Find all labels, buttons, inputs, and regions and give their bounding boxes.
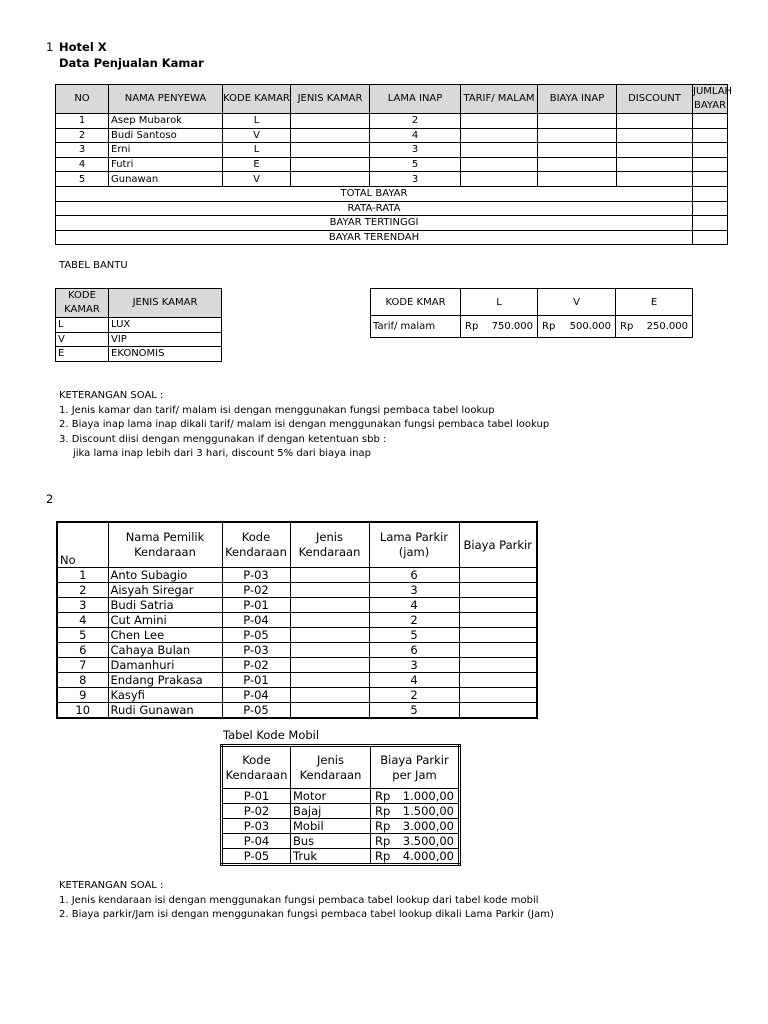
cell-lama: 6 bbox=[369, 568, 459, 583]
table-row bbox=[222, 849, 460, 865]
table-row bbox=[56, 172, 728, 187]
cell-nama: Cut Amini bbox=[108, 613, 222, 628]
cell-empty bbox=[693, 216, 728, 231]
keterangan-item: jika lama inap lebih dari 3 hari, discount 5% dari biaya inap bbox=[73, 448, 371, 460]
cell-no: 1 bbox=[56, 114, 109, 129]
currency-label: Rp bbox=[375, 849, 391, 863]
cell-no: 10 bbox=[57, 703, 108, 719]
cell-empty bbox=[291, 128, 370, 143]
cell-empty bbox=[459, 583, 537, 598]
col-header-biaya-parkir: Biaya Parkir bbox=[459, 522, 537, 568]
table-row bbox=[57, 583, 537, 598]
cell-empty bbox=[693, 201, 728, 216]
currency-label: Rp bbox=[375, 834, 391, 848]
cell-kode: V bbox=[223, 128, 291, 143]
cell-kode: L bbox=[223, 143, 291, 158]
currency-label: Rp bbox=[375, 789, 391, 803]
keterangan-soal-1 bbox=[59, 389, 549, 462]
cell-empty bbox=[290, 703, 369, 719]
table-row bbox=[57, 658, 537, 673]
cell-empty bbox=[291, 143, 370, 158]
biaya-value: 1.000,00 bbox=[402, 789, 454, 803]
biaya-value: 4.000,00 bbox=[402, 849, 454, 863]
cell-empty bbox=[461, 157, 538, 172]
cell-empty bbox=[693, 172, 728, 187]
cell-lama: 3 bbox=[370, 143, 461, 158]
cell-kode: P-01 bbox=[222, 673, 290, 688]
cell-nama: Kasyfi bbox=[108, 688, 222, 703]
cell-empty bbox=[617, 128, 693, 143]
hotel-title: Hotel X bbox=[59, 40, 107, 54]
table-row bbox=[57, 613, 537, 628]
summary-label-total-bayar: TOTAL BAYAR bbox=[56, 186, 693, 201]
cell-empty bbox=[693, 128, 728, 143]
cell-jenis: Truk bbox=[291, 849, 371, 865]
cell-lama: 5 bbox=[370, 157, 461, 172]
col-header-kode-kamar: KODE KAMAR bbox=[56, 289, 109, 318]
keterangan-item: 1. Jenis kamar dan tarif/ malam isi dengan menggunakan fungsi pembaca tabel lookup bbox=[59, 404, 495, 416]
keterangan-title: KETERANGAN SOAL : bbox=[59, 880, 164, 891]
cell-lama: 3 bbox=[369, 583, 459, 598]
table-row bbox=[222, 819, 460, 834]
cell-empty bbox=[291, 172, 370, 187]
cell-empty bbox=[290, 658, 369, 673]
keterangan-title: KETERANGAN SOAL : bbox=[59, 390, 164, 401]
cell-kode: E bbox=[56, 347, 109, 362]
table-row bbox=[56, 128, 728, 143]
cell-no: 5 bbox=[56, 172, 109, 187]
cell-no: 8 bbox=[57, 673, 108, 688]
cell-empty bbox=[291, 114, 370, 129]
table-header-row bbox=[222, 746, 460, 789]
cell-nama: Asep Mubarok bbox=[109, 114, 223, 129]
cell-kode: V bbox=[56, 332, 109, 347]
cell-empty bbox=[617, 143, 693, 158]
cell-biaya bbox=[371, 819, 460, 834]
cell-biaya bbox=[371, 804, 460, 819]
tarif-code-e: E bbox=[616, 289, 693, 316]
col-header-jumlah-bayar: JUMLAH BAYAR bbox=[693, 85, 728, 114]
cell-nama: Futri bbox=[109, 157, 223, 172]
cell-lama: 2 bbox=[370, 114, 461, 129]
summary-label-bayar-terendah: BAYAR TERENDAH bbox=[56, 230, 693, 245]
cell-nama: Budi Santoso bbox=[109, 128, 223, 143]
col-header-biaya-per-jam: Biaya Parkir per Jam bbox=[371, 746, 460, 789]
cell-no: 3 bbox=[56, 143, 109, 158]
table-row bbox=[57, 643, 537, 658]
cell-lama: 6 bbox=[369, 643, 459, 658]
keterangan-item: 3. Discount diisi dengan menggunakan if dengan ketentuan sbb : bbox=[59, 433, 387, 445]
cell-nama: Rudi Gunawan bbox=[108, 703, 222, 719]
cell-nama: Gunawan bbox=[109, 172, 223, 187]
cell-no: 3 bbox=[57, 598, 108, 613]
cell-lama: 3 bbox=[370, 172, 461, 187]
table-row bbox=[371, 316, 693, 338]
cell-empty bbox=[459, 568, 537, 583]
cell-lama: 2 bbox=[369, 613, 459, 628]
cell-empty bbox=[461, 172, 538, 187]
cell-kode: P-03 bbox=[222, 568, 290, 583]
cell-no: 7 bbox=[57, 658, 108, 673]
cell-lama: 5 bbox=[369, 703, 459, 719]
cell-biaya bbox=[371, 834, 460, 849]
tarif-value: 750.000 bbox=[491, 321, 533, 332]
table-row bbox=[57, 598, 537, 613]
cell-no: 2 bbox=[57, 583, 108, 598]
cell-kode: P-02 bbox=[222, 658, 290, 673]
cell-lama: 4 bbox=[370, 128, 461, 143]
col-header-kode-kendaraan: Kode Kendaraan bbox=[222, 746, 291, 789]
kode-mobil-title: Tabel Kode Mobil bbox=[223, 728, 320, 742]
cell-jenis: EKONOMIS bbox=[109, 347, 222, 362]
col-header-no: NO bbox=[56, 85, 109, 114]
table-row bbox=[56, 347, 222, 362]
cell-kode: P-01 bbox=[222, 598, 290, 613]
keterangan-item: 1. Jenis kendaraan isi dengan menggunakan fungsi pembaca tabel lookup dari tabel kode mobil bbox=[59, 894, 539, 906]
cell-kode: P-04 bbox=[222, 834, 291, 849]
cell-kode: P-05 bbox=[222, 849, 291, 865]
cell-kode: L bbox=[223, 114, 291, 129]
cell-empty bbox=[617, 114, 693, 129]
section-number-2: 2 bbox=[46, 492, 54, 506]
tarif-code-l: L bbox=[461, 289, 538, 316]
cell-empty bbox=[538, 143, 617, 158]
cell-kode: P-03 bbox=[222, 643, 290, 658]
cell-empty bbox=[459, 628, 537, 643]
summary-row-max bbox=[56, 216, 728, 231]
currency-label: Rp bbox=[375, 819, 391, 833]
cell-no: 4 bbox=[57, 613, 108, 628]
col-header-tarif-malam: TARIF/ MALAM bbox=[461, 85, 538, 114]
parking-table bbox=[56, 521, 538, 719]
col-header-nama-penyewa: NAMA PENYEWA bbox=[109, 85, 223, 114]
tabel-bantu-label: TABEL BANTU bbox=[59, 260, 128, 271]
cell-lama: 5 bbox=[369, 628, 459, 643]
cell-empty bbox=[290, 673, 369, 688]
biaya-value: 3.000,00 bbox=[402, 819, 454, 833]
col-header-nama-pemilik: Nama Pemilik Kendaraan bbox=[108, 522, 222, 568]
cell-empty bbox=[459, 613, 537, 628]
keterangan-item: 2. Biaya inap lama inap dikali tarif/ malam isi dengan menggunakan fungsi pembaca tabel lookup bbox=[59, 419, 550, 431]
summary-label-bayar-tertinggi: BAYAR TERTINGGI bbox=[56, 216, 693, 231]
cell-empty bbox=[461, 128, 538, 143]
cell-empty bbox=[538, 128, 617, 143]
cell-empty bbox=[693, 230, 728, 245]
currency-label: Rp bbox=[465, 321, 479, 332]
cell-empty bbox=[459, 688, 537, 703]
col-header-kode-kendaraan: Kode Kendaraan bbox=[222, 522, 290, 568]
cell-lama: 3 bbox=[369, 658, 459, 673]
cell-jenis: Motor bbox=[291, 789, 371, 804]
table-row bbox=[222, 834, 460, 849]
cell-kode: P-05 bbox=[222, 703, 290, 719]
cell-nama: Aisyah Siregar bbox=[108, 583, 222, 598]
cell-nama: Erni bbox=[109, 143, 223, 158]
currency-label: Rp bbox=[542, 321, 556, 332]
table-row bbox=[57, 568, 537, 583]
biaya-value: 1.500,00 bbox=[402, 804, 454, 818]
cell-empty bbox=[290, 568, 369, 583]
biaya-value: 3.500,00 bbox=[402, 834, 454, 848]
cell-empty bbox=[538, 172, 617, 187]
cell-empty bbox=[290, 613, 369, 628]
cell-jenis: Bajaj bbox=[291, 804, 371, 819]
cell-no: 6 bbox=[57, 643, 108, 658]
cell-empty bbox=[461, 143, 538, 158]
col-header-no: No bbox=[57, 522, 108, 568]
summary-row-average bbox=[56, 201, 728, 216]
cell-empty bbox=[459, 703, 537, 719]
currency-label: Rp bbox=[375, 804, 391, 818]
tarif-value: 500.000 bbox=[569, 321, 611, 332]
keterangan-soal-2 bbox=[59, 879, 554, 923]
table-row bbox=[56, 114, 728, 129]
col-header-lama-inap: LAMA INAP bbox=[370, 85, 461, 114]
cell-biaya bbox=[371, 849, 460, 865]
table-row bbox=[56, 332, 222, 347]
cell-empty bbox=[693, 157, 728, 172]
table-row bbox=[56, 318, 222, 333]
tarif-value-cell bbox=[461, 316, 538, 338]
cell-nama: Chen Lee bbox=[108, 628, 222, 643]
cell-kode: P-04 bbox=[222, 688, 290, 703]
cell-kode: P-03 bbox=[222, 819, 291, 834]
cell-empty bbox=[693, 186, 728, 201]
table-header-row bbox=[56, 289, 222, 318]
cell-empty bbox=[459, 673, 537, 688]
cell-jenis: VIP bbox=[109, 332, 222, 347]
currency-label: Rp bbox=[620, 321, 634, 332]
cell-empty bbox=[290, 628, 369, 643]
table-row bbox=[56, 157, 728, 172]
table-row bbox=[222, 804, 460, 819]
col-header-jenis-kamar: JENIS KAMAR bbox=[291, 85, 370, 114]
cell-empty bbox=[459, 643, 537, 658]
cell-biaya bbox=[371, 789, 460, 804]
cell-kode: P-02 bbox=[222, 804, 291, 819]
cell-jenis: LUX bbox=[109, 318, 222, 333]
cell-empty bbox=[291, 157, 370, 172]
cell-empty bbox=[459, 598, 537, 613]
cell-no: 5 bbox=[57, 628, 108, 643]
col-header-lama-parkir: Lama Parkir (jam) bbox=[369, 522, 459, 568]
cell-kode: P-05 bbox=[222, 628, 290, 643]
cell-nama: Cahaya Bulan bbox=[108, 643, 222, 658]
cell-empty bbox=[290, 688, 369, 703]
table-header-row bbox=[56, 85, 728, 114]
cell-no: 1 bbox=[57, 568, 108, 583]
cell-kode: L bbox=[56, 318, 109, 333]
cell-lama: 4 bbox=[369, 673, 459, 688]
tarif-header-label: KODE KMAR bbox=[371, 289, 461, 316]
cell-empty bbox=[693, 143, 728, 158]
tarif-value: 250.000 bbox=[646, 321, 688, 332]
tarif-value-cell bbox=[538, 316, 616, 338]
cell-empty bbox=[290, 598, 369, 613]
cell-empty bbox=[693, 114, 728, 129]
cell-nama: Budi Satria bbox=[108, 598, 222, 613]
jenis-kamar-lookup-table bbox=[55, 288, 222, 362]
table-row bbox=[56, 143, 728, 158]
cell-empty bbox=[538, 114, 617, 129]
col-header-jenis-kendaraan: Jenis Kendaraan bbox=[291, 746, 371, 789]
table-header-row bbox=[57, 522, 537, 568]
hotel-sales-table bbox=[55, 84, 733, 245]
cell-kode: V bbox=[223, 172, 291, 187]
keterangan-item: 2. Biaya parkir/Jam isi dengan menggunakan fungsi pembaca tabel lookup dikali Lama Parkir (Jam) bbox=[59, 909, 554, 921]
cell-kode: E bbox=[223, 157, 291, 172]
cell-no: 9 bbox=[57, 688, 108, 703]
cell-empty bbox=[617, 172, 693, 187]
cell-jenis: Bus bbox=[291, 834, 371, 849]
cell-empty bbox=[290, 583, 369, 598]
col-header-biaya-inap: BIAYA INAP bbox=[538, 85, 617, 114]
tarif-row-label: Tarif/ malam bbox=[371, 316, 461, 338]
summary-row-total bbox=[56, 186, 728, 201]
cell-no: 4 bbox=[56, 157, 109, 172]
col-header-jenis-kamar: JENIS KAMAR bbox=[109, 289, 222, 318]
col-header-kode-kamar: KODE KAMAR bbox=[223, 85, 291, 114]
cell-kode: P-04 bbox=[222, 613, 290, 628]
cell-kode: P-02 bbox=[222, 583, 290, 598]
cell-lama: 4 bbox=[369, 598, 459, 613]
tarif-code-v: V bbox=[538, 289, 616, 316]
cell-empty bbox=[617, 157, 693, 172]
tarif-value-cell bbox=[616, 316, 693, 338]
col-header-discount: DISCOUNT bbox=[617, 85, 693, 114]
cell-empty bbox=[461, 114, 538, 129]
cell-no: 2 bbox=[56, 128, 109, 143]
cell-empty bbox=[290, 643, 369, 658]
table-row bbox=[57, 628, 537, 643]
table-row bbox=[57, 673, 537, 688]
tarif-lookup-table bbox=[370, 288, 693, 338]
table-row bbox=[57, 688, 537, 703]
hotel-subtitle: Data Penjualan Kamar bbox=[59, 56, 204, 70]
table-header-row bbox=[371, 289, 693, 316]
cell-lama: 2 bbox=[369, 688, 459, 703]
cell-nama: Endang Prakasa bbox=[108, 673, 222, 688]
section-number-1: 1 bbox=[46, 40, 54, 54]
cell-nama: Damanhuri bbox=[108, 658, 222, 673]
kode-mobil-table bbox=[220, 744, 461, 866]
table-row bbox=[57, 703, 537, 719]
cell-kode: P-01 bbox=[222, 789, 291, 804]
cell-empty bbox=[538, 157, 617, 172]
summary-label-rata-rata: RATA-RATA bbox=[56, 201, 693, 216]
cell-jenis: Mobil bbox=[291, 819, 371, 834]
cell-empty bbox=[459, 658, 537, 673]
col-header-jenis-kendaraan: Jenis Kendaraan bbox=[290, 522, 369, 568]
cell-nama: Anto Subagio bbox=[108, 568, 222, 583]
table-row bbox=[222, 789, 460, 804]
summary-row-min bbox=[56, 230, 728, 245]
